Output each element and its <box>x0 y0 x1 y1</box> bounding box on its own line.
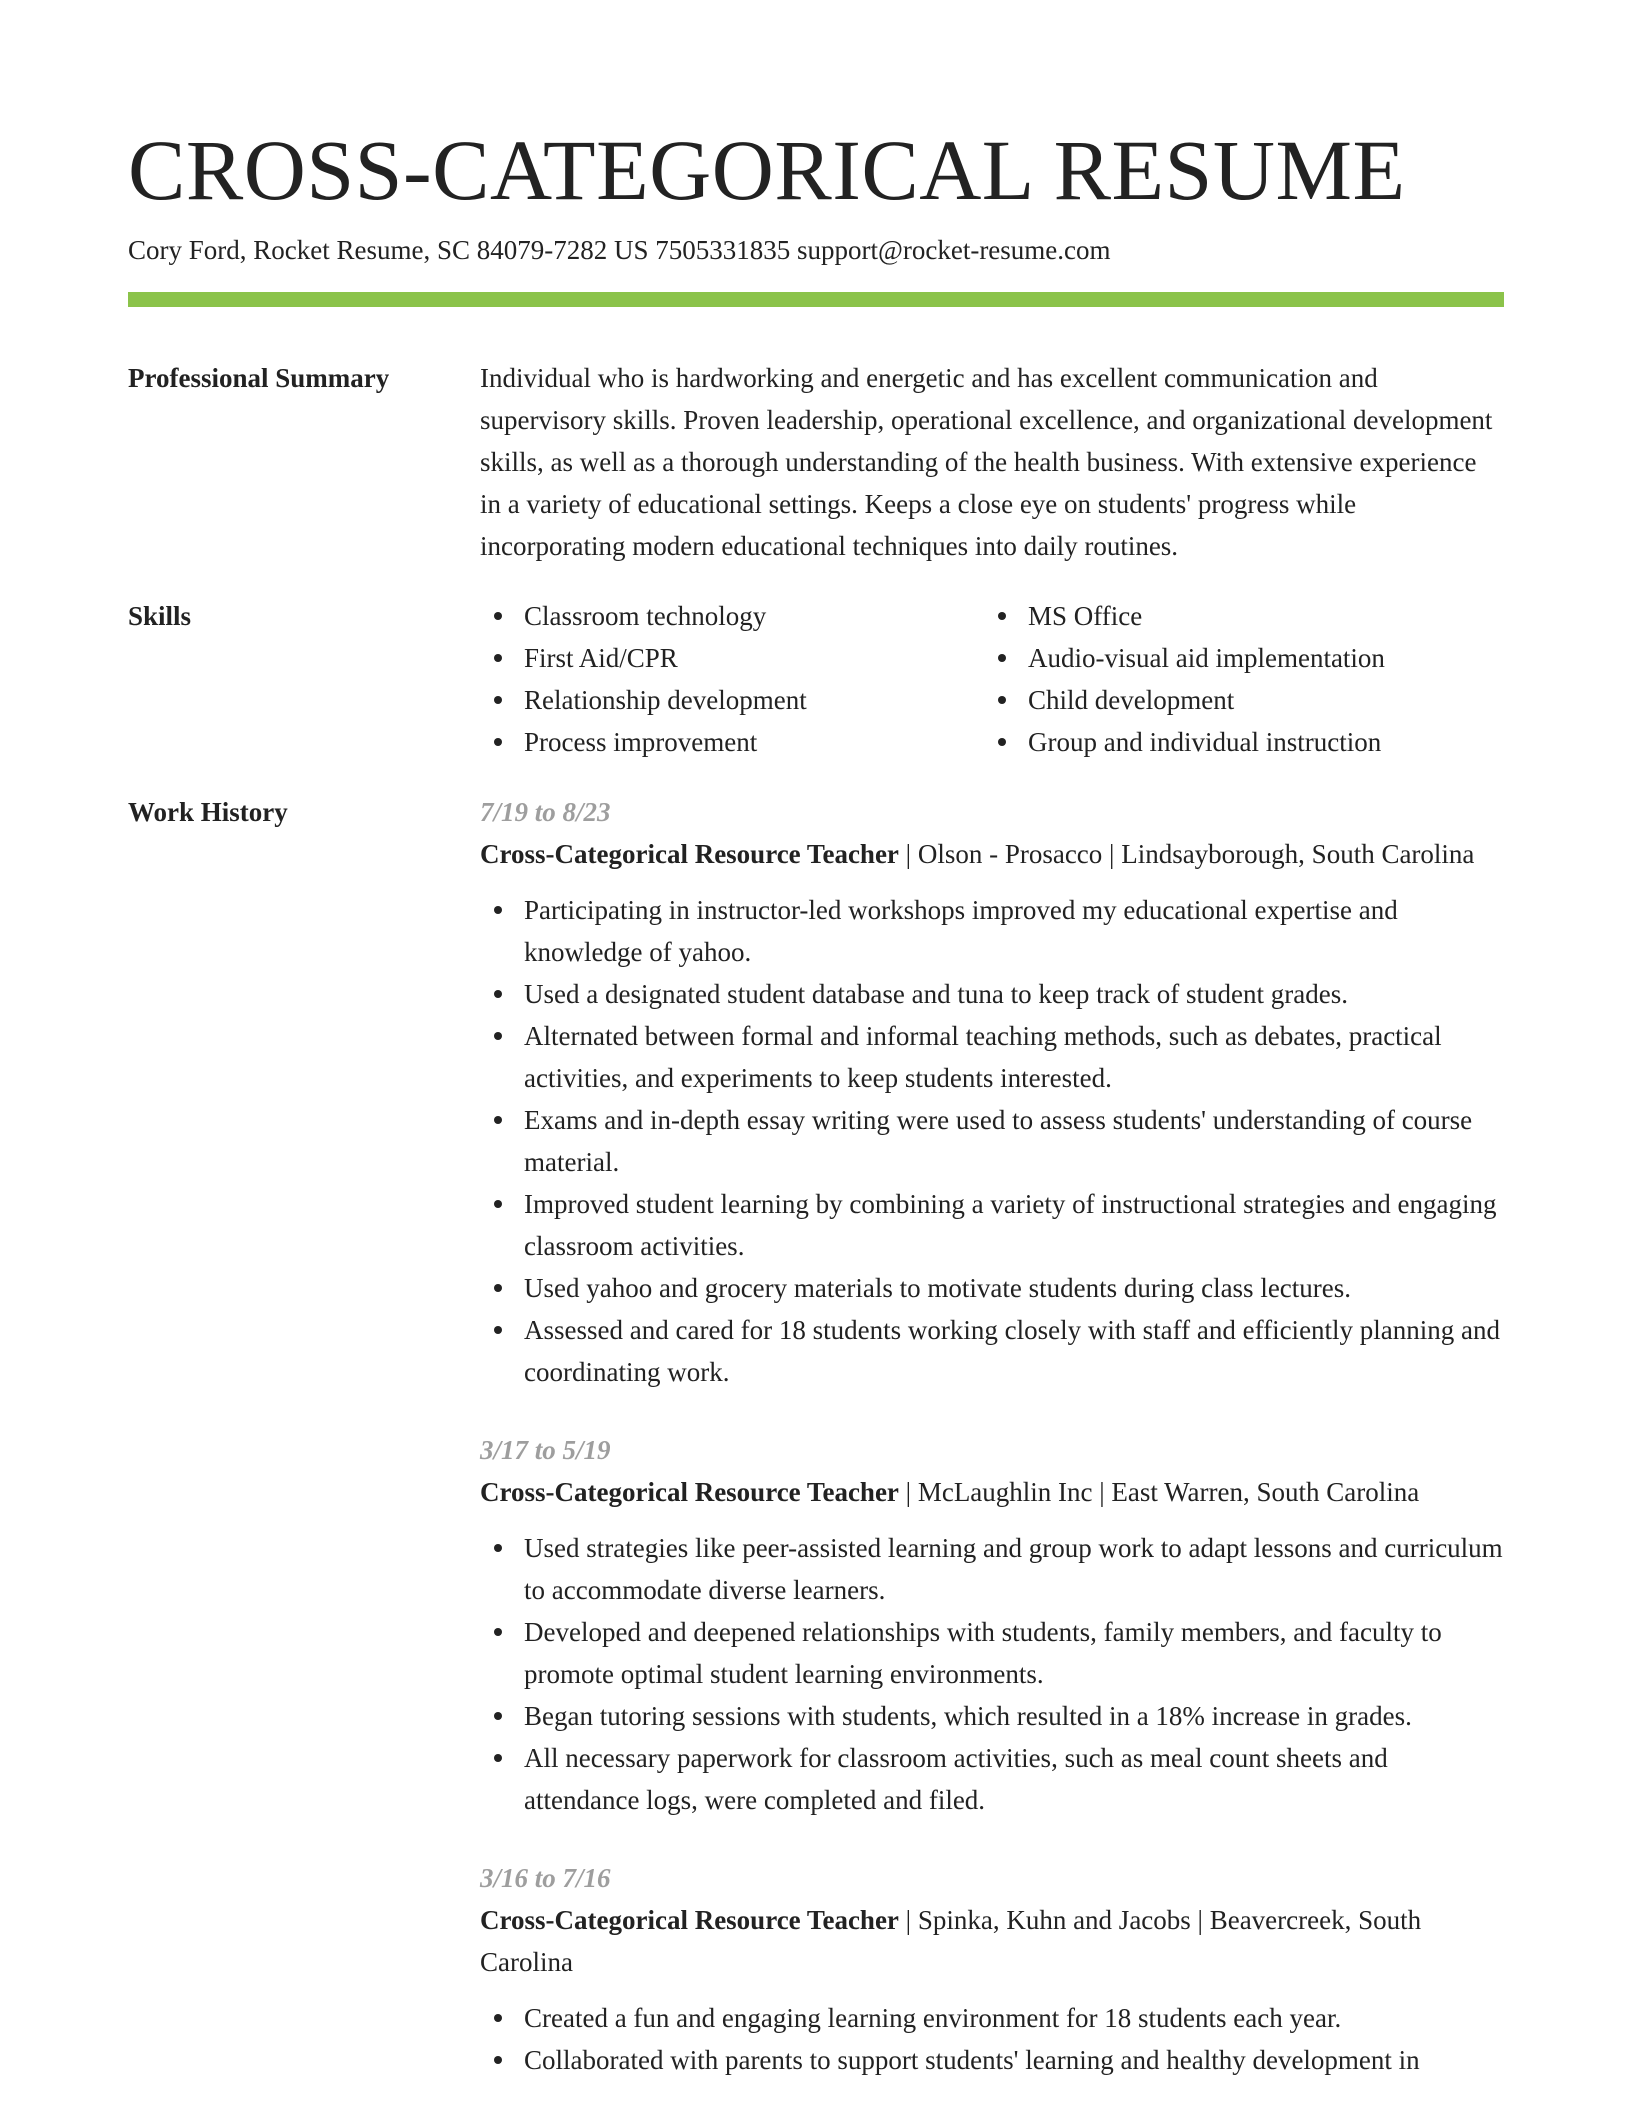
summary-text: Individual who is hardworking and energetic and has excellent communication and supervisory skills. Proven leadership, operational excellence, and organizational development skills, as well as a thorough understanding of the health business. With extensive experience in a variety of educational settings. Keeps a close eye on students' progress while incorporating modern educational techniques into daily routines. <box>480 363 1493 561</box>
job-title: Cross-Categorical Resource Teacher <box>480 1477 899 1507</box>
job-bullets <box>480 1997 1504 2081</box>
skills-heading: Skills <box>128 601 192 631</box>
job-dates: 7/19 to 8/23 <box>480 797 611 827</box>
summary-section <box>128 357 1504 567</box>
job-bullet: Used yahoo and grocery materials to motivate students during class lectures. <box>480 1267 1504 1309</box>
job-heading <box>480 833 1504 875</box>
job-entry <box>480 1857 1504 2081</box>
job-entry <box>480 1429 1504 1821</box>
job-bullet: Developed and deepened relationships with students, family members, and faculty to promote optimal student learning environments. <box>480 1611 1504 1695</box>
job-heading <box>480 1471 1504 1513</box>
job-bullets <box>480 1527 1504 1821</box>
job-bullet: Improved student learning by combining a variety of instructional strategies and engaging classroom activities. <box>480 1183 1504 1267</box>
skill-item: Group and individual instruction <box>984 721 1488 763</box>
skills-list-left <box>480 595 984 763</box>
skills-list-right <box>984 595 1488 763</box>
job-details: | Olson - Prosacco | Lindsayborough, South Carolina <box>898 839 1475 869</box>
contact-line: Cory Ford, Rocket Resume, SC 84079-7282 US 7505331835 support@rocket-resume.com <box>128 235 1111 265</box>
job-bullet: Exams and in-depth essay writing were used to assess students' understanding of course material. <box>480 1099 1504 1183</box>
job-bullet: Collaborated with parents to support students' learning and healthy development in <box>480 2039 1504 2081</box>
skill-item: Process improvement <box>480 721 984 763</box>
resume-page <box>128 120 1504 2081</box>
job-bullet: Participating in instructor-led workshops improved my educational expertise and knowledge of yahoo. <box>480 889 1504 973</box>
resume-title: CROSS-CATEGORICAL RESUME <box>128 122 1406 218</box>
job-bullet: Assessed and cared for 18 students working closely with staff and efficiently planning and coordinating work. <box>480 1309 1504 1393</box>
job-entry <box>480 791 1504 1393</box>
job-bullet: Alternated between formal and informal teaching methods, such as debates, practical activities, and experiments to keep students interested. <box>480 1015 1504 1099</box>
job-bullet: Used a designated student database and tuna to keep track of student grades. <box>480 973 1504 1015</box>
job-heading <box>480 1899 1504 1983</box>
job-details: | Spinka, Kuhn and Jacobs | Beavercreek, South Carolina <box>480 1905 1422 1977</box>
work-history-heading: Work History <box>128 797 288 827</box>
job-title: Cross-Categorical Resource Teacher <box>480 839 899 869</box>
job-dates: 3/16 to 7/16 <box>480 1863 611 1893</box>
skill-item: First Aid/CPR <box>480 637 984 679</box>
job-bullet: Used strategies like peer-assisted learning and group work to adapt lessons and curriculum to accommodate diverse learners. <box>480 1527 1504 1611</box>
skill-item: Child development <box>984 679 1488 721</box>
summary-heading: Professional Summary <box>128 363 390 393</box>
skills-section <box>128 595 1504 763</box>
skill-item: MS Office <box>984 595 1488 637</box>
job-bullet: All necessary paperwork for classroom activities, such as meal count sheets and attendance logs, were completed and filed. <box>480 1737 1504 1821</box>
work-history-section <box>128 791 1504 2081</box>
header-rule <box>128 292 1504 307</box>
job-title: Cross-Categorical Resource Teacher <box>480 1905 899 1935</box>
skill-item: Audio-visual aid implementation <box>984 637 1488 679</box>
skill-item: Relationship development <box>480 679 984 721</box>
job-bullet: Began tutoring sessions with students, which resulted in a 18% increase in grades. <box>480 1695 1504 1737</box>
skill-item: Classroom technology <box>480 595 984 637</box>
job-bullet: Created a fun and engaging learning environment for 18 students each year. <box>480 1997 1504 2039</box>
job-bullets <box>480 889 1504 1393</box>
job-dates: 3/17 to 5/19 <box>480 1435 611 1465</box>
job-details: | McLaughlin Inc | East Warren, South Carolina <box>898 1477 1420 1507</box>
